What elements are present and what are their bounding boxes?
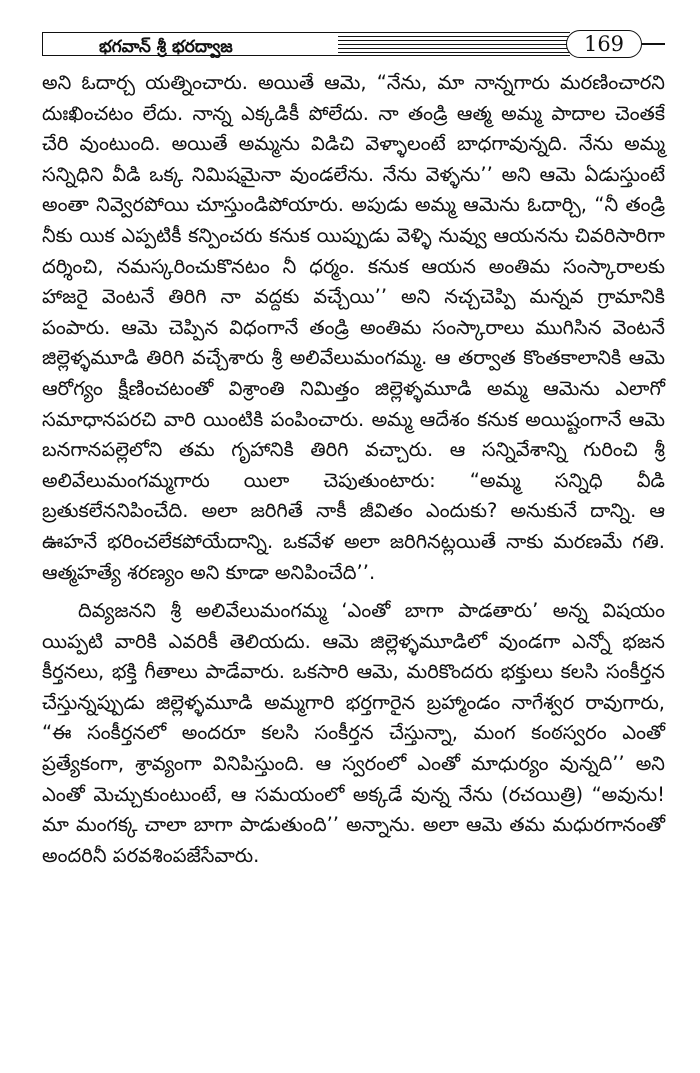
- header-title-box: [42, 32, 338, 56]
- header-rule-lines: [338, 32, 570, 56]
- page-number-badge: [566, 30, 642, 58]
- paragraph: అని ఓదార్చ యత్నించారు. అయితే ఆమె, “నేను, మా నాన్నగారు మరణించారని దుఃఖించటం లేదు. నాన్న ఎక్కడికీ పోలేదు. నా తండ్రి ఆత్మ అమ్మ పాదాల చెంతకే చేరి వుంటుంది. అయితే అమ్మను విడిచి వెళ్ళాలంటే బాధగావున్నది. నేను అమ్మ సన్నిధిని వీడి ఒక్క నిమిషమైనా వుండలేను. నేను వెళ్ళను’’ అని ఆమె ఏడుస్తుంటే అంతా నివ్వెరపోయి చూస్తుండిపోయారు. అపుడు అమ్మ ఆమెను ఓదార్చి, “నీ తండ్రి నీకు యిక ఎప్పటికీ కన్పించరు కనుక యిప్పుడు వెళ్ళి నువ్వు ఆయనను చివరిసారిగా దర్శించి, నమస్కరించుకొనటం నీ ధర్మం. కనుక ఆయన అంతిమ సంస్కారాలకు హాజరై వెంటనే తిరిగి నా వద్దకు వచ్చేయి’’ అని నచ్చచెప్పి మన్నవ గ్రామానికి పంపారు. ఆమె చెప్పిన విధంగానే తండ్రి అంతిమ సంస్కారాలు ముగిసిన వెంటనే జిల్లెళ్ళమూడి తిరిగి వచ్చేశారు శ్రీ అలివేలుమంగమ్మ. ఆ తర్వాత కొంతకాలానికి ఆమె ఆరోగ్యం క్షీణించటంతో విశ్రాంతి నిమిత్తం జిల్లెళ్ళమూడి అమ్మ ఆమెను ఎలాగో సమాధానపరచి వారి యింటికి పంపించారు. అమ్మ ఆదేశం కనుక అయిష్టంగానే ఆమె బనగానపల్లెలోని తమ గృహానికి తిరిగి వచ్చారు. ఆ సన్నివేశాన్ని గురించి శ్రీ అలివేలుమంగమ్మగారు యిలా చెపుతుంటారు: “అమ్మ సన్నిధి వీడి బ్రతుకలేననిపించేది. అలా జరిగితే నాకీ జీవితం ఎందుకు? అనుకునే దాన్ని. ఆ ఊహనే భరించలేకపోయేదాన్ని. ఒకవేళ అలా జరిగినట్లయితే నాకు మరణమే గతి. ఆత్మహత్యే శరణ్యం అని కూడా అనిపించేది’’.: [42, 71, 665, 584]
- book-title: భగవాన్ శ్రీ భరద్వాజ: [99, 37, 233, 57]
- page-body: [42, 68, 665, 871]
- paragraph: దివ్యజనని శ్రీ అలివేలుమంగమ్మ ‘ఎంతో బాగా పాడతారు’ అన్న విషయం యిప్పటి వారికి ఎవరికీ తెలియదు. ఆమె జిల్లెళ్ళమూడిలో వుండగా ఎన్నో భజన కీర్తనలు, భక్తి గీతాలు పాడేవారు. ఒకసారి ఆమె, మరికొందరు భక్తులు కలసి సంకీర్తన చేస్తున్నప్పుడు జిల్లెళ్ళమూడి అమ్మగారి భర్తగారైన బ్రహ్మాండం నాగేశ్వర రావుగారు, “ఈ సంకీర్తనలో అందరూ కలసి సంకీర్తన చేస్తున్నా, మంగ కంఠస్వరం ఎంతో ప్రత్యేకంగా, శ్రావ్యంగా వినిపిస్తుంది. ఆ స్వరంలో ఎంతో మాధుర్యం వున్నది’’ అని ఎంతో మెచ్చుకుంటుంటే, ఆ సమయంలో అక్కడే వున్న నేను (రచయిత్రి) “అవును! మా మంగక్క చాలా బాగా పాడుతుంది’’ అన్నాను. అలా ఆమె తమ మధురగానంతో అందరినీ పరవశింపజేసేవారు.: [42, 599, 665, 867]
- page-number: 169: [583, 32, 625, 56]
- page-header: [42, 30, 665, 60]
- header-rule-tail: [642, 43, 665, 45]
